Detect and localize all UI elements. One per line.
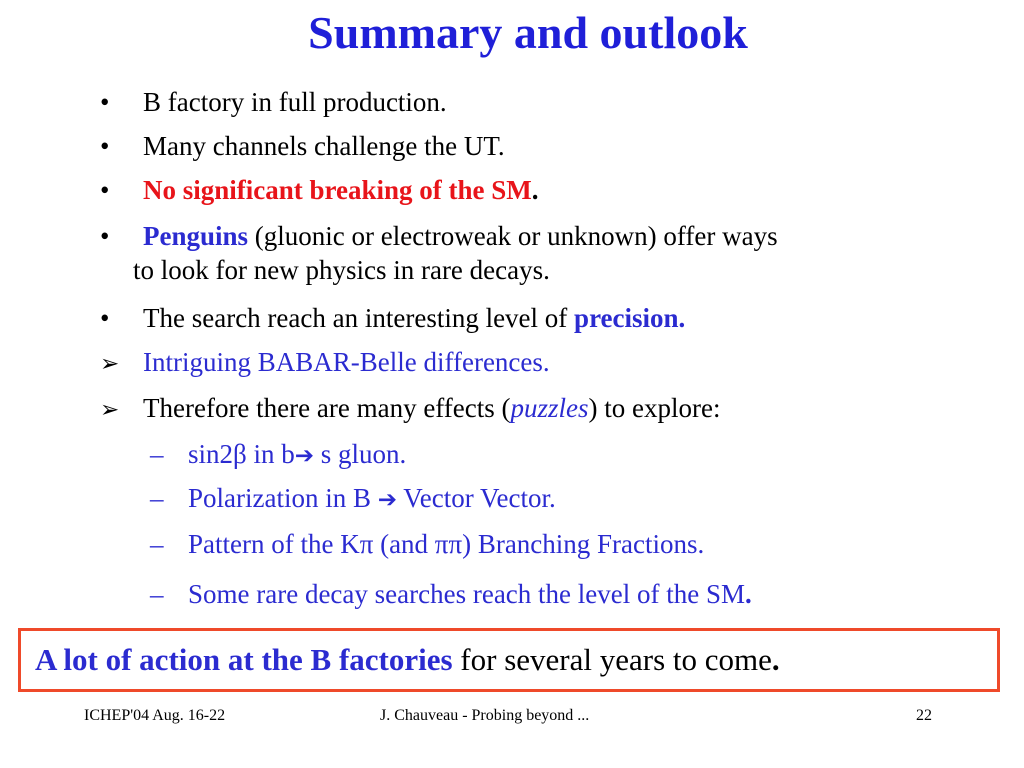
bullet-marker: •	[100, 87, 110, 117]
dash-marker: –	[150, 483, 164, 513]
highlight-text: Penguins	[143, 221, 249, 251]
bullet-text-start: The search reach an interesting level of	[143, 303, 575, 333]
sub-item-text	[188, 438, 406, 472]
period-text: .	[745, 579, 752, 609]
sub-text-a: Some rare decay searches reach the level of the SM	[188, 579, 745, 609]
sub-item-text	[188, 578, 752, 610]
bullet-text: Many channels challenge the UT.	[143, 131, 505, 161]
footer-page-number: 22	[916, 707, 932, 724]
slide-title: Summary and outlook	[308, 7, 748, 58]
sub-item-text: Pattern of the Kπ (and ππ) Branching Fractions.	[188, 529, 705, 559]
dash-marker: –	[150, 529, 164, 559]
conclusion-text: for several years to come	[452, 642, 772, 677]
right-arrow-icon: ➔	[294, 443, 315, 469]
arrow-text-end: ) to explore:	[588, 393, 721, 423]
highlight-text: puzzles	[510, 393, 589, 423]
bullet-marker: •	[100, 175, 110, 205]
arrow-text-start: Therefore there are many effects (	[143, 393, 511, 423]
right-arrow-icon: ➔	[377, 487, 398, 513]
arrow-item-text: Intriguing BABAR-Belle differences.	[143, 347, 550, 377]
sub-text-b: Vector Vector.	[397, 483, 556, 513]
conclusion-highlight: A lot of action at the B factories	[35, 642, 453, 677]
bullet-marker: •	[100, 221, 110, 251]
footer-conference: ICHEP'04 Aug. 16-22	[84, 707, 226, 724]
sub-text-a: Polarization in B	[188, 483, 378, 513]
bullet-text	[143, 302, 685, 334]
footer-author: J. Chauveau - Probing beyond ...	[380, 707, 590, 724]
bullet-text	[143, 220, 778, 252]
sub-text-b: s gluon.	[314, 439, 407, 469]
bullet-marker: •	[100, 303, 110, 333]
conclusion-box	[18, 628, 1000, 692]
sub-item-text	[188, 482, 556, 516]
period-text: .	[531, 175, 539, 205]
bullet-text	[143, 174, 539, 206]
bullet-text: B factory in full production.	[143, 87, 447, 117]
dash-marker: –	[150, 579, 164, 609]
bullet-text-rest: (gluonic or electroweak or unknown) offer ways	[248, 221, 778, 251]
highlight-text: No significant breaking of the SM	[143, 175, 532, 205]
bullet-continuation: to look for new physics in rare decays.	[133, 255, 550, 285]
bullet-marker: •	[100, 131, 110, 161]
conclusion-period: .	[771, 642, 780, 677]
arrow-bullet-icon: ➢	[100, 397, 120, 423]
arrow-bullet-icon: ➢	[100, 351, 120, 377]
sub-text-a: sin2β in b	[188, 439, 295, 469]
highlight-text: precision.	[574, 303, 686, 333]
arrow-item-text	[143, 392, 721, 424]
dash-marker: –	[150, 439, 164, 469]
